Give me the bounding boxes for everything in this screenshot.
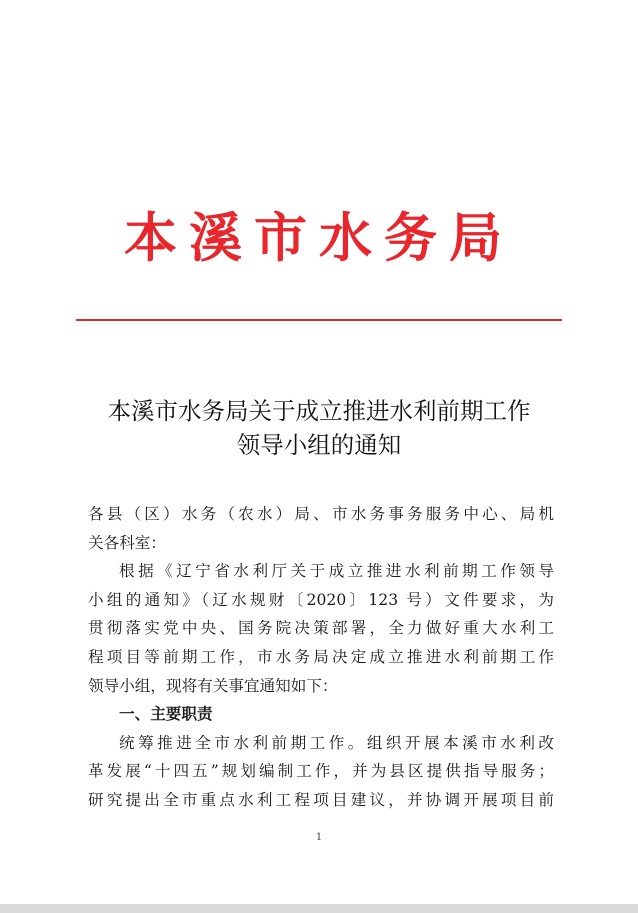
paragraph-2-line-2: 革发展“十四五”规划编制工作，并为县区提供指导服务； bbox=[88, 762, 554, 781]
paragraph-2-line-3: 研究提出全市重点水利工程项目建议，并协调开展项目前 bbox=[88, 790, 554, 809]
paragraph-2-line-1: 统筹推进全市水利前期工作。组织开展本溪市水利改 bbox=[119, 733, 554, 752]
organization-header: 本溪市水务局 bbox=[124, 207, 514, 269]
paragraph-1-line-2: 小组的通知》（辽水规财〔2020〕123 号）文件要求，为 bbox=[88, 590, 554, 609]
document-title bbox=[0, 394, 638, 462]
paragraph-1-line-1: 根据《辽宁省水利厅关于成立推进水利前期工作领导 bbox=[119, 562, 554, 581]
addressee-line-2: 关各科室： bbox=[88, 533, 166, 552]
section-heading-main-duties: 一、主要职责 bbox=[119, 705, 213, 724]
page-bottom-edge bbox=[0, 904, 638, 913]
document-title-line-1: 本溪市水务局关于成立推进水利前期工作 bbox=[107, 397, 531, 425]
page-number: 1 bbox=[315, 832, 323, 843]
document-title-line-2: 领导小组的通知 bbox=[236, 431, 402, 459]
red-divider-line bbox=[76, 319, 562, 321]
paragraph-1-line-5: 领导小组，现将有关事宜通知如下： bbox=[88, 676, 338, 695]
paragraph-1-line-3: 贯彻落实党中央、国务院决策部署，全力做好重大水利工 bbox=[88, 619, 554, 638]
addressee-line-1: 各县（区）水务（农水）局、市水务事务服务中心、局机 bbox=[88, 505, 554, 523]
document-body bbox=[88, 500, 554, 815]
paragraph-1-line-4: 程项目等前期工作，市水务局决定成立推进水利前期工作 bbox=[88, 647, 554, 666]
